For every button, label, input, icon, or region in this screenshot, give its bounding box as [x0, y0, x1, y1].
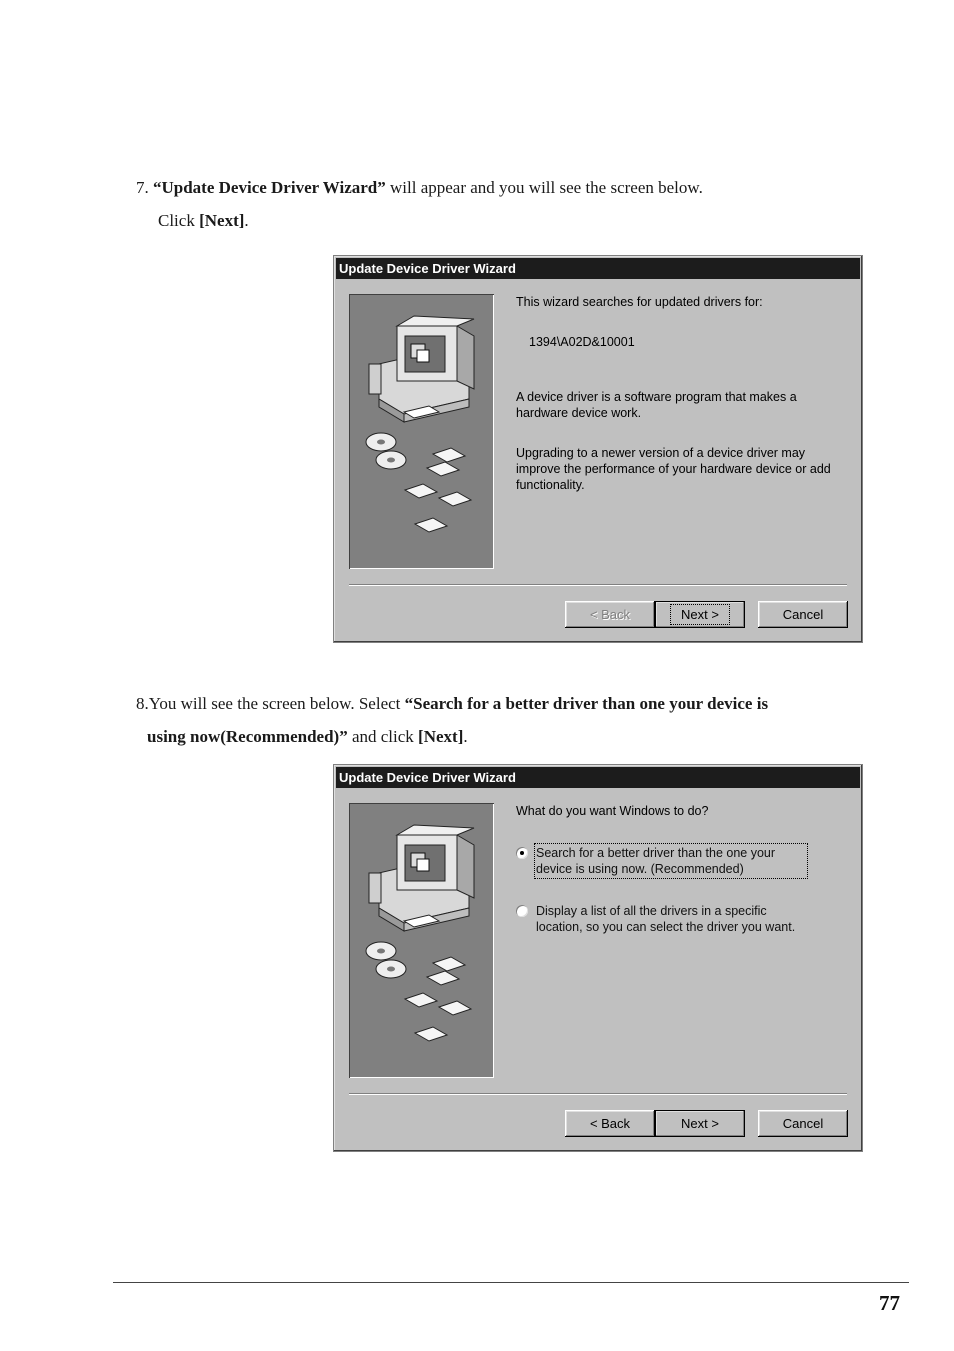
wizard-computer-illustration: [349, 294, 494, 569]
wizard-intro: This wizard searches for updated drivers for:: [516, 295, 763, 309]
page-number: 77: [879, 1291, 900, 1315]
driver-description: A device driver is a software program that makes a hardware device work.: [516, 390, 797, 420]
step-7-instructions: [136, 171, 703, 237]
back-button[interactable]: < Back: [565, 601, 655, 628]
cancel-button[interactable]: Cancel: [758, 1110, 848, 1137]
cancel-button[interactable]: Cancel: [758, 601, 848, 628]
step-7-line-1: 7. “Update Device Driver Wizard” will appear and you will see the screen below.: [136, 178, 703, 197]
back-button[interactable]: < Back: [565, 1110, 655, 1137]
dialog-titlebar: Update Device Driver Wizard: [336, 767, 860, 788]
search-better-driver-label[interactable]: Search for a better driver than the one your device is using now. (Recommended): [536, 845, 806, 877]
footer-rule: [113, 1282, 909, 1283]
button-separator: [349, 584, 847, 586]
dialog-titlebar: Update Device Driver Wizard: [336, 258, 860, 279]
wizard-question: What do you want Windows to do?: [516, 804, 709, 818]
device-id: 1394\A02D&10001: [529, 335, 635, 349]
button-separator: [349, 1093, 847, 1095]
step-8-line-1: 8.You will see the screen below. Select “Search for a better driver than one your device is: [136, 694, 769, 713]
step-8-instructions: [136, 687, 768, 753]
display-driver-list-option[interactable]: [516, 903, 806, 935]
step-8-line-2: using now(Recommended)” and click [Next].: [147, 727, 468, 746]
display-driver-list-label[interactable]: Display a list of all the drivers in a specific location, so you can select the driver you want.: [536, 904, 796, 934]
step-7-line-2: Click [Next].: [158, 211, 249, 230]
upgrade-description: Upgrading to a newer version of a device driver may improve the performance of your hardware device or add functionality.: [516, 446, 831, 492]
search-better-driver-option[interactable]: [516, 845, 806, 877]
next-button[interactable]: Next >: [655, 601, 745, 628]
display-driver-list-radio[interactable]: [516, 905, 528, 917]
wizard-name: “Update Device Driver Wizard”: [153, 178, 386, 197]
wizard-computer-illustration: [349, 803, 494, 1078]
search-better-driver-radio[interactable]: [516, 847, 528, 859]
computer-disks-icon: [349, 803, 494, 1078]
update-driver-wizard-dialog-1: [333, 255, 863, 643]
computer-disks-icon: [349, 294, 494, 569]
next-button[interactable]: Next >: [655, 1110, 745, 1137]
update-driver-wizard-dialog-2: [333, 764, 863, 1152]
